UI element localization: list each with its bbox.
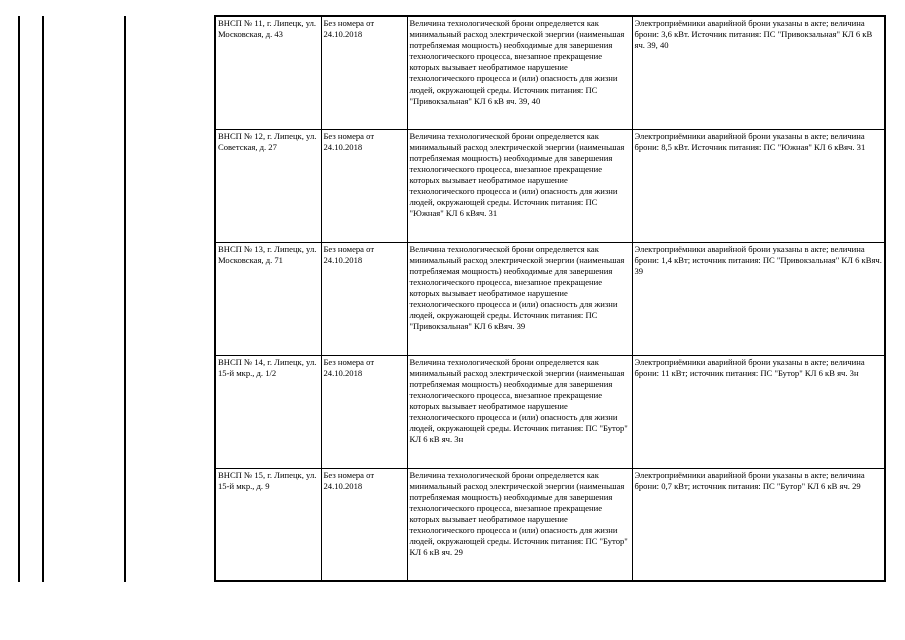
definition-cell (407, 129, 632, 242)
emergency-reserve-table (214, 15, 886, 582)
act-cell (321, 242, 407, 355)
act-cell (321, 129, 407, 242)
table-row (215, 16, 885, 129)
notes-cell (632, 129, 885, 242)
table-row (215, 468, 885, 581)
definition-text: Величина технологической брони определяется как минимальный расход электрической энергии (наименьшая потребляемая мощность) необходимые для завершения технологического процесса, внезапное прекращение которых вызывает необратимое нарушение технологического процесса и (или) опасность для жизни людей, окружающей среды. Источник питания: ПС "Бутор" КЛ 6 кВ яч. 3н (409, 356, 628, 445)
table-row (215, 242, 885, 355)
act-cell (321, 16, 407, 129)
definition-text: Величина технологической брони определяется как минимальный расход электрической энергии (наименьшая потребляемая мощность) необходимые для завершения технологического процесса, внезапное прекращение которых вызывает необратимое нарушение технологического процесса и (или) опасность для жизни людей, окружающей среды. Источник питания: ПС "Южная" КЛ 6 кВяч. 31 (409, 130, 625, 219)
definition-cell (407, 355, 632, 468)
object-text: ВНСП № 12, г. Липецк, ул. Советская, д. 27 (218, 130, 317, 152)
notes-cell (632, 16, 885, 129)
object-cell (215, 242, 321, 355)
act-text: Без номера от 24.10.2018 (323, 130, 375, 152)
object-text: ВНСП № 11, г. Липецк, ул. Московская, д. 43 (218, 18, 317, 40)
left-border-line-2 (42, 16, 44, 582)
object-cell (215, 468, 321, 581)
object-text: ВНСП № 13, г. Липецк, ул. Московская, д. 71 (218, 243, 317, 265)
notes-text: Электроприёмники аварийной брони указаны в акте; величина брони: 1,4 кВт; источник питания: ПС "Привокзальная" КЛ 6 кВяч. 39 (634, 243, 882, 276)
act-text: Без номера от 24.10.2018 (323, 356, 375, 378)
notes-cell (632, 242, 885, 355)
object-cell (215, 355, 321, 468)
object-text: ВНСП № 14, г. Липецк, ул. 15-й мкр., д. 1/2 (218, 356, 317, 378)
definition-text: Величина технологической брони определяется как минимальный расход электрической энергии (наименьшая потребляемая мощность) необходимые для завершения технологического процесса, внезапное прекращение которых вызывает необратимое нарушение технологического процесса и (или) опасность для жизни людей, окружающей среды. Источник питания: ПС "Бутор" КЛ 6 кВ яч. 29 (409, 469, 628, 558)
notes-cell (632, 468, 885, 581)
notes-text: Электроприёмники аварийной брони указаны в акте; величина брони: 11 кВт; источник питания: ПС "Бутор" КЛ 6 кВ яч. 3н (634, 356, 865, 378)
table-row (215, 129, 885, 242)
object-cell (215, 16, 321, 129)
notes-text: Электроприёмники аварийной брони указаны в акте; величина брони: 3,6 кВт. Источник питания: ПС "Привокзальная" КЛ 6 кВ яч. 39, 40 (634, 18, 873, 51)
act-text: Без номера от 24.10.2018 (323, 18, 375, 40)
table-row (215, 355, 885, 468)
act-text: Без номера от 24.10.2018 (323, 243, 375, 265)
left-border-line-3 (124, 16, 126, 582)
definition-text: Величина технологической брони определяется как минимальный расход электрической энергии (наименьшая потребляемая мощность) необходимые для завершения технологического процесса, внезапное прекращение которых вызывает необратимое нарушение технологического процесса и (или) опасность для жизни людей, окружающей среды. Источник питания: ПС "Привокзальная" КЛ 6 кВ яч. 39, 40 (409, 18, 625, 106)
act-text: Без номера от 24.10.2018 (323, 469, 375, 491)
notes-text: Электроприёмники аварийной брони указаны в акте; величина брони: 0,7 кВт; источник питания: ПС "Бутор" КЛ 6 кВ яч. 29 (634, 469, 865, 491)
definition-text: Величина технологической брони определяется как минимальный расход электрической энергии (наименьшая потребляемая мощность) необходимые для завершения технологического процесса, внезапное прекращение которых вызывает необратимое нарушение технологического процесса и (или) опасность для жизни людей, окружающей среды. Источник питания: ПС "Привокзальная" КЛ 6 кВяч. 39 (409, 243, 625, 332)
act-cell (321, 468, 407, 581)
definition-cell (407, 16, 632, 129)
object-text: ВНСП № 15, г. Липецк, ул. 15-й мкр., д. 9 (218, 469, 317, 491)
definition-cell (407, 468, 632, 581)
notes-cell (632, 355, 885, 468)
notes-text: Электроприёмники аварийной брони указаны в акте; величина брони: 8,5 кВт. Источник питания: ПС "Южная" КЛ 6 кВяч. 31 (634, 130, 866, 152)
object-cell (215, 129, 321, 242)
definition-cell (407, 242, 632, 355)
left-border-line-1 (18, 16, 20, 582)
act-cell (321, 355, 407, 468)
